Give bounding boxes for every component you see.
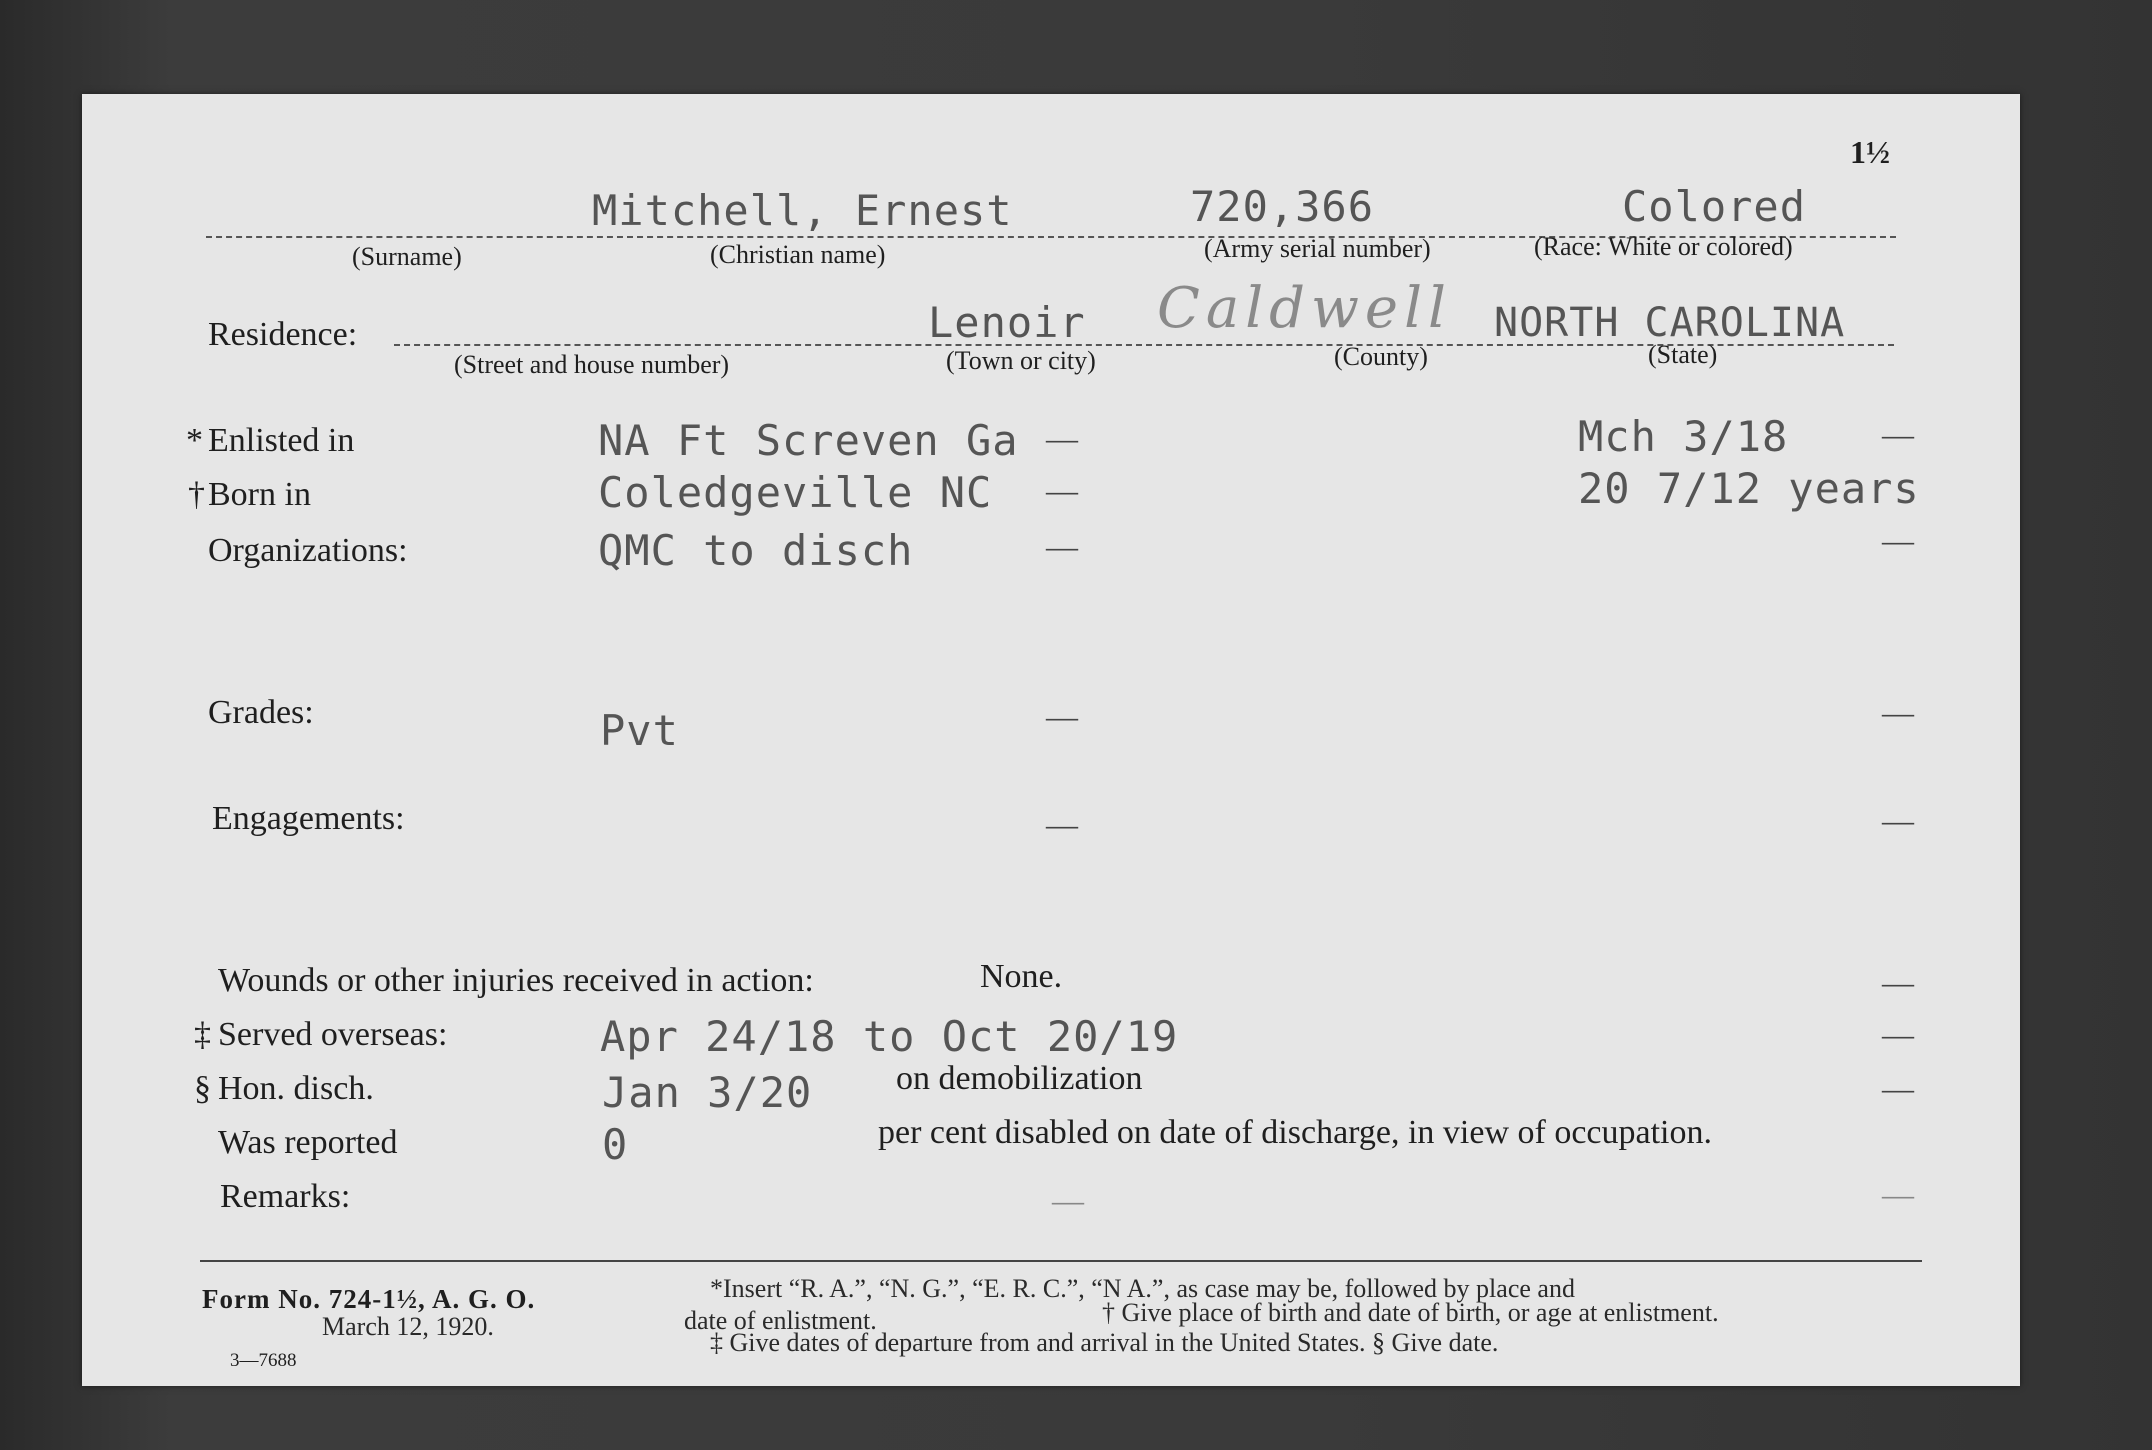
reported-value: 0 — [602, 1120, 629, 1169]
overseas-end-dash: — — [1882, 1016, 1914, 1052]
state-caption: (State) — [1648, 340, 1718, 369]
serial-caption: (Army serial number) — [1204, 234, 1431, 263]
footnote-line-3: ‡ Give dates of departure from and arrival in the United States. § Give date. — [710, 1328, 1499, 1357]
residence-label: Residence: — [208, 316, 358, 353]
overseas-mark: ‡ — [194, 1016, 211, 1053]
grades-end-dash: — — [1882, 694, 1914, 730]
organizations-dash: — — [1046, 528, 1078, 564]
grades-label: Grades: — [208, 694, 314, 731]
service-record-card — [82, 94, 2020, 1386]
remarks-label: Remarks: — [220, 1178, 351, 1215]
enlisted-value: NA Ft Screven Ga — [598, 416, 1019, 465]
grades-dash: — — [1046, 698, 1078, 734]
race-value: Colored — [1622, 182, 1807, 231]
engagements-dash: — — [1046, 806, 1078, 842]
organizations-label: Organizations: — [208, 532, 408, 569]
enlisted-date: Mch 3/18 — [1578, 412, 1789, 461]
corner-mark: 1½ — [1850, 134, 1890, 170]
disch-value: Jan 3/20 — [602, 1068, 813, 1117]
enlisted-dash: — — [1046, 420, 1078, 456]
wounds-end-dash: — — [1882, 964, 1914, 1000]
footer-rule — [200, 1260, 1922, 1262]
born-label: Born in — [208, 476, 311, 513]
state-value: NORTH CAROLINA — [1494, 300, 1846, 346]
remarks-dash: — — [1052, 1182, 1084, 1218]
race-caption: (Race: White or colored) — [1534, 232, 1793, 261]
christian-name-caption: (Christian name) — [710, 240, 886, 269]
reported-suffix: per cent disabled on date of discharge, in view of occupation. — [878, 1114, 1712, 1151]
enlisted-mark: * — [186, 422, 203, 459]
county-caption: (County) — [1334, 342, 1428, 371]
print-code: 3—7688 — [230, 1350, 297, 1371]
engagements-end-dash: — — [1882, 802, 1914, 838]
remarks-end-dash: — — [1882, 1176, 1914, 1212]
form-number: Form No. 724-1½, A. G. O. — [202, 1284, 536, 1314]
overseas-value: Apr 24/18 to Oct 20/19 — [600, 1012, 1179, 1061]
surname-caption: (Surname) — [352, 242, 462, 271]
organizations-value: QMC to disch — [598, 526, 914, 575]
county-value: Caldwell — [1157, 276, 1452, 341]
grades-value: Pvt — [600, 706, 679, 755]
wounds-value: None. — [980, 958, 1063, 995]
town-caption: (Town or city) — [946, 346, 1096, 375]
enlisted-date-dash: — — [1882, 416, 1914, 452]
engagements-label: Engagements: — [212, 800, 405, 837]
form-date: March 12, 1920. — [322, 1312, 494, 1341]
footnote-line-2a: date of enlistment. — [684, 1306, 877, 1335]
town-value: Lenoir — [928, 298, 1086, 347]
footnote-line-2b: † Give place of birth and date of birth, or age at enlistment. — [1102, 1298, 1719, 1327]
disch-mark: § — [194, 1070, 211, 1107]
overseas-label: Served overseas: — [218, 1016, 448, 1053]
surname-value: Mitchell, Ernest — [592, 186, 1013, 235]
born-age: 20 7/12 years — [1578, 464, 1920, 513]
street-caption: (Street and house number) — [454, 350, 730, 379]
serial-value: 720,366 — [1190, 182, 1375, 231]
disch-suffix: on demobilization — [896, 1060, 1143, 1097]
enlisted-label: Enlisted in — [208, 422, 355, 459]
born-mark: † — [188, 476, 205, 513]
wounds-label: Wounds or other injuries received in action: — [218, 962, 814, 999]
disch-end-dash: — — [1882, 1070, 1914, 1106]
organizations-end-dash: — — [1882, 522, 1914, 558]
born-value: Coledgeville NC — [598, 468, 993, 517]
footnote-line-1: *Insert “R. A.”, “N. G.”, “E. R. C.”, “N A.”, as case may be, followed by place and — [710, 1274, 1575, 1303]
born-dash: — — [1046, 472, 1078, 508]
disch-label: Hon. disch. — [218, 1070, 374, 1107]
reported-label: Was reported — [218, 1124, 398, 1161]
